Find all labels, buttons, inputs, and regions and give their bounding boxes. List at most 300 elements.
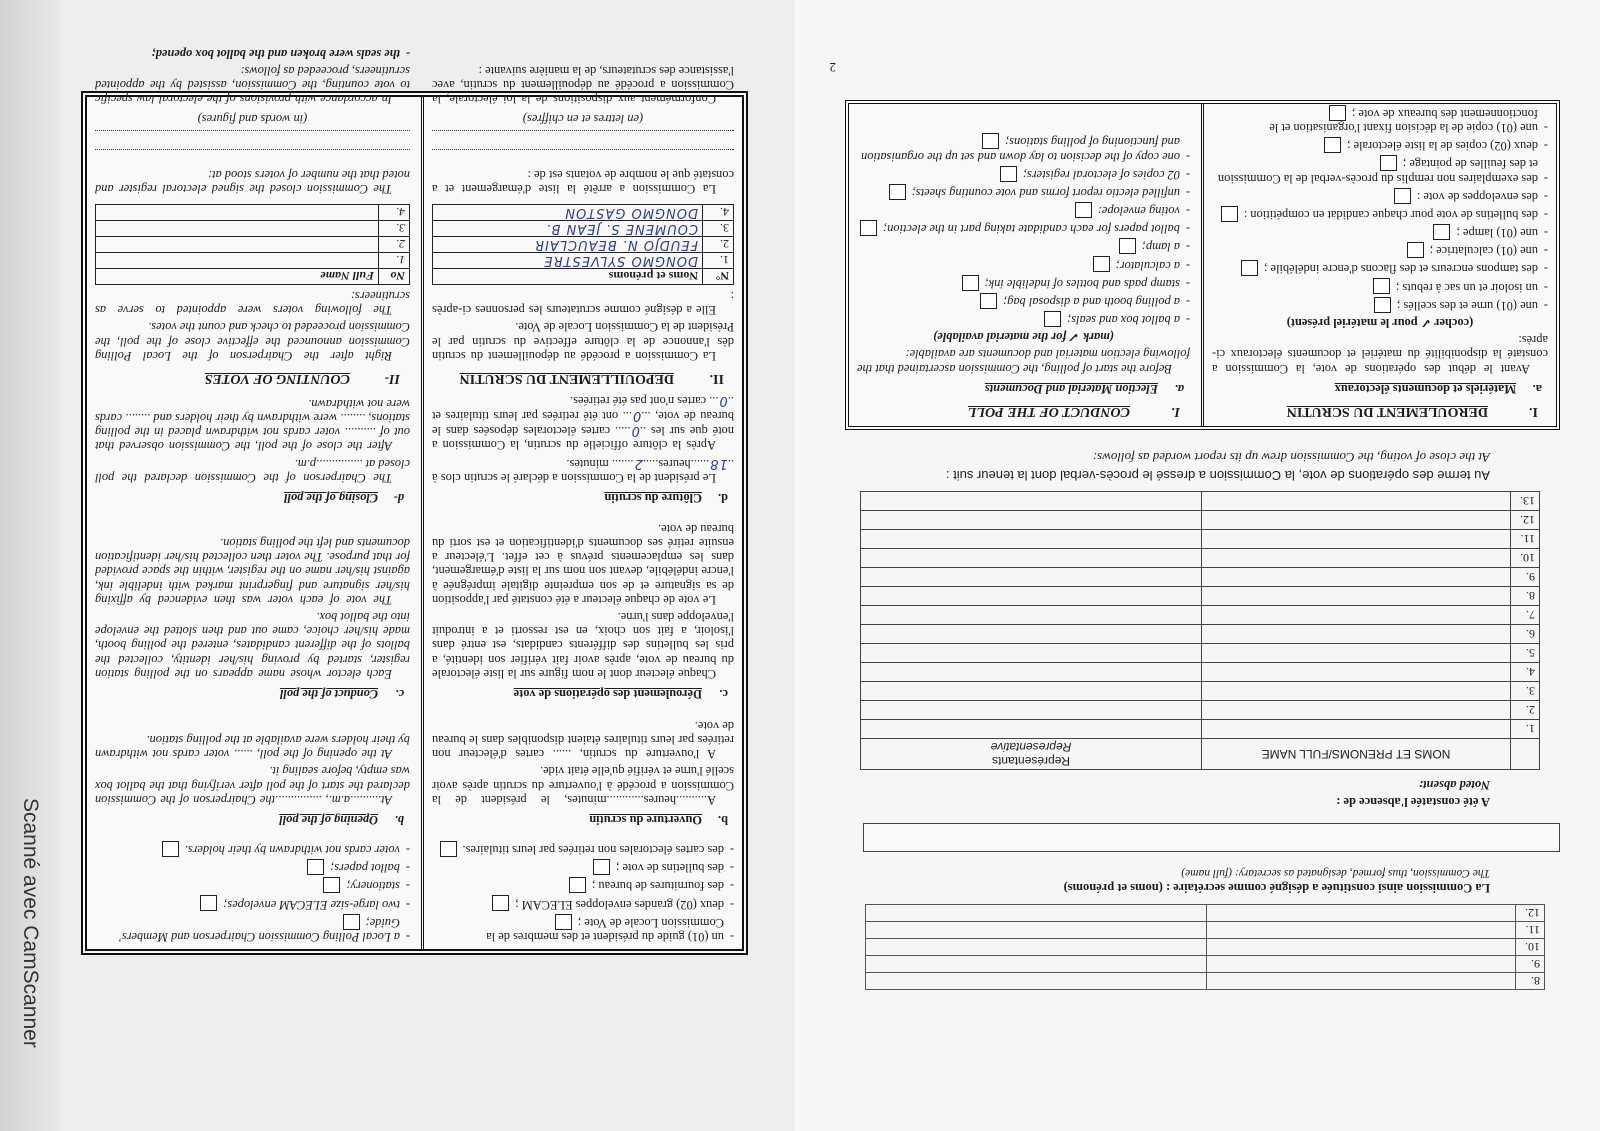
checklist-item — [95, 914, 410, 944]
paragraph: At the opening of the poll, ...... voter cards not withdrawn by their holders were available at the polling station. — [95, 732, 410, 762]
representative-cell — [866, 939, 1207, 956]
checklist-item — [1212, 137, 1548, 153]
checkbox — [962, 275, 979, 291]
table-row — [433, 204, 734, 220]
name-cell — [1202, 701, 1511, 720]
checklist-item-label: a ballot box and seals; — [1067, 312, 1180, 327]
col-number: No — [379, 268, 410, 284]
representative-cell — [861, 568, 1202, 587]
paragraph: After the close of the poll, the Commission observed that out of .......... voter cards not withdrawn placed in the polling stations, ........ were withdrawn by their holders and ........ cards were not withdrawn. — [95, 396, 410, 454]
checklist-item — [857, 238, 1190, 254]
secretary-label-fr: La Commission ainsi constituée a désigné comme secrétaire : (noms et prénoms) — [1063, 881, 1490, 895]
name-cell — [1202, 644, 1511, 663]
checklist-item — [95, 877, 410, 893]
section-closing — [432, 390, 734, 509]
report-intro-en: At the close of voting, the Commission drew up its report worded as follows: — [1092, 450, 1490, 465]
secretary-table — [865, 904, 1545, 990]
checkbox — [569, 877, 586, 893]
subsection-heading — [432, 687, 734, 701]
subsection-heading-title: Matériels et documents électoraux — [1334, 381, 1516, 396]
checkbox — [1241, 260, 1258, 276]
paragraph: The Chairperson of the Commission declared the poll closed at ...............p.m. — [95, 456, 410, 485]
name-cell — [1202, 606, 1511, 625]
section-counting — [95, 44, 410, 391]
checklist-item-label: des bulletins de vote pour chaque candidat en compétition : — [1243, 208, 1538, 222]
checkbox — [1433, 224, 1450, 240]
subsection-heading-title: Opening of the poll — [279, 813, 378, 827]
checklist-item-label: two large-size ELECAM envelopes; — [223, 897, 400, 912]
name-cell — [1202, 663, 1511, 682]
checklist-item — [857, 220, 1190, 236]
checkbox — [593, 859, 610, 875]
checkbox — [1373, 278, 1390, 294]
subsection-heading-title: Closing of the poll — [284, 491, 378, 505]
table-row — [866, 939, 1545, 956]
name-cell — [1207, 973, 1516, 990]
checkbox — [860, 220, 877, 236]
table-row — [866, 973, 1545, 990]
page-number: 2 — [829, 60, 836, 75]
checklist-item-label: des bulletins de vote ; — [615, 861, 724, 876]
checklist-item — [1212, 278, 1548, 294]
handwritten-name: DONGMO SYLVESTRE — [433, 252, 703, 268]
section-frame-right — [81, 46, 748, 955]
name-cell — [1202, 682, 1511, 701]
representative-cell — [861, 644, 1202, 663]
checklist-item-label: une (01) lampe ; — [1456, 226, 1538, 241]
handwritten-entry: 18 — [709, 455, 728, 471]
checklist-item — [857, 202, 1190, 218]
table-row — [433, 252, 734, 268]
checklist-item-label: une (01) copie de la décision fixant l'organisation et le fonctionnement des bureaux de vote ; — [1269, 106, 1538, 136]
col-number: N° — [703, 268, 734, 284]
col-representative-fr: Représentants — [991, 754, 1071, 768]
table-row — [861, 663, 1540, 682]
subsection-heading-title: Clôture du scrutin — [604, 491, 702, 505]
checklist-item — [1212, 206, 1548, 222]
paragraph: In accordance with provisions of the electoral law specific to vote counting, the Commission, assisted by the appointed scrutineers, proceeded as follows: — [95, 63, 410, 107]
row-number: 4. — [1511, 663, 1540, 682]
name-cell — [1207, 922, 1516, 939]
intro-paragraph: Before the start of polling, the Commission ascertained that the following election material and documents are available: — [857, 347, 1190, 376]
subsection-heading-number: c. — [395, 687, 404, 701]
subsection-heading — [95, 491, 410, 505]
table-row — [861, 530, 1540, 549]
column-english — [87, 46, 418, 949]
paragraph: Le vote de chaque électeur a été constaté par l'apposition de sa signature et de son empreinte digitale imprégnée à l'encre indélébile, devant son nom sur la liste d'émargement, dans les emplacements prévus à cet effet. L'électeur a ensuite retiré ses documents d'identification et est sorti du bureau de vote. — [432, 521, 734, 607]
section-heading — [1212, 404, 1548, 418]
representative-cell — [861, 530, 1202, 549]
checklist-item — [1212, 155, 1548, 185]
checklist-item — [432, 914, 734, 944]
row-number: 13. — [1511, 492, 1540, 511]
table-row — [96, 252, 410, 268]
row-number: 2. — [1511, 701, 1540, 720]
section-heading-number: I. — [1529, 404, 1538, 419]
row-number: 3. — [379, 220, 410, 236]
table-row — [861, 625, 1540, 644]
checklist-item — [95, 895, 410, 911]
representative-cell — [866, 922, 1207, 939]
subsection-heading-title: Election Material and Documents — [984, 381, 1158, 396]
row-number: 10. — [1511, 549, 1540, 568]
checklist-item — [432, 877, 734, 893]
secretary-label-en: The Commission, thus formed, designated as secretary: (full name) — [1181, 867, 1490, 879]
mark-instruction: (cocher ✓ pour le matériel présent) — [1286, 315, 1474, 330]
representative-cell — [861, 549, 1202, 568]
checklist-item-label: des fournitures de bureau ; — [591, 879, 724, 894]
representative-cell — [861, 492, 1202, 511]
paragraph: The following voters were appointed to serve as scrutineers: — [95, 288, 410, 318]
dotted-line — [432, 149, 734, 164]
dotted-line — [95, 130, 410, 145]
section-frame-left — [845, 100, 1560, 430]
checklist-item — [432, 841, 734, 857]
checkbox — [1075, 202, 1092, 218]
table-row — [866, 956, 1545, 973]
subsection-heading-number: a. — [1174, 381, 1184, 396]
checklist-item-label: one copy of the decision to lay down and set up the organisation and functioning of polling stations; — [861, 135, 1180, 164]
row-number: 12. — [1516, 905, 1545, 922]
handwritten-name: COUMENE S. JEAN B. — [433, 220, 703, 236]
checkbox — [1119, 238, 1136, 254]
row-number: 11. — [1516, 922, 1545, 939]
handwritten-name: DONGMO GASTON — [433, 204, 703, 220]
checklist-item-label: a lamp; — [1141, 240, 1180, 255]
printed-text: ... ont été retirées par leurs titulaires et .. — [432, 393, 734, 423]
material-list-continued — [432, 839, 734, 945]
paragraph: Elle a désigné comme scrutateurs les personnes ci-après : — [432, 288, 734, 318]
table-row — [861, 492, 1540, 511]
subsection-heading-number: b. — [394, 813, 404, 827]
checklist-item-label: deux (02) copies de la liste électorale ; — [1347, 139, 1538, 154]
representative-cell — [861, 511, 1202, 530]
checkbox — [1221, 206, 1238, 222]
checklist-item-label: a polling booth and a disposal bag; — [1003, 294, 1180, 309]
representative-cell — [861, 625, 1202, 644]
report-intro-fr: Au terme des opérations de vote, la Commission a dressé le procès-verbal dont la teneur suit : — [945, 468, 1490, 483]
name-cell — [1202, 568, 1511, 587]
checklist-item-label: ballot papers; — [330, 861, 400, 876]
paragraph: A..........heures............minutes, le président de la Commission a procédé à l'ouverture du scrutin après avoir scellé l'urne et vérifié qu'elle était vide. — [432, 764, 734, 807]
printed-text: ....... minutes. — [566, 456, 634, 471]
printed-text: ... cartes n'ont pas été retirées. — [570, 393, 719, 408]
checkbox — [492, 895, 509, 911]
paragraph: Each elector whose name appears on the polling station register, started by proving his/her identity, collected the ballots of the different candidates, entered the polling booth, made his/her choice, came out and then slotted the envelope into the ballot box. — [95, 609, 410, 681]
section-heading-number: II- — [384, 371, 400, 386]
printed-text: ......heures..... — [642, 456, 710, 471]
col-representative-en: Representative — [990, 740, 1072, 754]
row-number: 7. — [1511, 606, 1540, 625]
checklist-item — [95, 859, 410, 875]
name-cell — [1202, 720, 1511, 739]
checklist-item-label: a calculator; — [1115, 258, 1180, 273]
secretary-name-box — [863, 823, 1560, 852]
column-french — [1204, 104, 1556, 426]
subsection-heading — [95, 687, 410, 701]
paragraph: Conformément aux dispositions de la loi électorale, la Commission a procédé au dépouillement du scrutin, avec l'assistance des scrutateurs, de la manière suivante : — [432, 63, 734, 107]
row-number: 6. — [1511, 625, 1540, 644]
checkbox — [1093, 256, 1110, 272]
paragraph: La Commission a procédé au dépouillement du scrutin dès l'annonce de la clôture effective du scrutin par le Président de la Commission Locale de Vote. — [432, 320, 734, 363]
caption-text: (en lettres et en chiffres) — [522, 112, 644, 127]
dotted-line — [432, 130, 734, 145]
material-list-continued — [95, 839, 410, 945]
subsection-heading-number: c. — [719, 687, 728, 701]
col-name: Full Name — [96, 268, 379, 284]
name-cell — [1207, 956, 1516, 973]
paragraph: At..........a.m., ...............the Chairperson of the Commission declared the start of the poll after verifying that the ballot box was empty, before sealing it. — [95, 764, 410, 807]
checklist-item — [1212, 242, 1548, 258]
checklist-item — [857, 275, 1190, 291]
handwritten-entry: 2 — [633, 455, 643, 471]
checklist-item-label: unfilled electio report forms and vote counting sheets; — [911, 185, 1180, 200]
table-header-row — [433, 268, 734, 284]
section-heading-title: DEPOUILLEMENT DU SCRUTIN — [459, 371, 674, 386]
checkbox — [1374, 297, 1391, 313]
table-header-row — [96, 268, 410, 284]
col-name: Noms et prénoms — [433, 268, 703, 284]
section-heading-title: DEROULEMENT DU SCRUTIN — [1286, 404, 1488, 419]
checklist-item-label: stamp pads and bottles of indelible ink; — [984, 276, 1180, 291]
checklist-item-label: des cartes électorales non retirées par leurs titulaires. — [462, 843, 724, 858]
row-number: 2. — [703, 236, 734, 252]
row-number: 5. — [1511, 644, 1540, 663]
subsection-heading-number: d. — [718, 491, 728, 505]
column-divider — [1197, 104, 1204, 426]
checkbox — [1044, 311, 1061, 327]
checklist-item — [857, 256, 1190, 272]
section-heading-number: I. — [1171, 404, 1180, 419]
checklist-item-label: stationery; — [346, 879, 400, 894]
checkbox — [1394, 188, 1411, 204]
dotted-line — [95, 149, 410, 164]
section-heading — [857, 404, 1190, 418]
checklist-item-label: 02 copies of electoral registers; — [1022, 167, 1180, 182]
checkbox — [162, 841, 179, 857]
checklist-item — [857, 133, 1190, 163]
table-row — [861, 511, 1540, 530]
table-row — [433, 236, 734, 252]
printed-text: Après la clôture officielle du scrutin, la Commission a noté que sur les .. — [432, 424, 734, 453]
secretary-table-wrap — [865, 900, 1545, 990]
checklist-item-label: des tampons encreurs et des flacons d'encre indélébile ; — [1263, 262, 1538, 277]
name-cell — [96, 204, 379, 220]
checklist-item — [857, 184, 1190, 200]
checkbox — [1329, 105, 1346, 121]
subsection-heading-title: Déroulement des opérations de vote — [513, 687, 702, 701]
handwritten-entry: 0 — [718, 392, 728, 408]
subsection-heading — [1212, 382, 1548, 396]
checklist-item-label: voting envelope: — [1097, 204, 1180, 219]
subsection-heading-number: a. — [1532, 381, 1542, 396]
caption-text: (in words and figures) — [197, 112, 308, 127]
subsection-heading — [432, 813, 734, 827]
subsection-heading-number: d- — [393, 491, 404, 505]
representative-cell — [861, 682, 1202, 701]
mark-instruction: (mark ✓ for the material available) — [933, 330, 1114, 345]
checklist-item — [857, 311, 1190, 327]
representative-cell — [861, 587, 1202, 606]
representative-cell — [866, 973, 1207, 990]
column-english — [849, 104, 1198, 426]
section-closing — [95, 394, 410, 509]
name-cell — [1202, 530, 1511, 549]
checklist-item — [857, 166, 1190, 182]
row-number: 9. — [1516, 956, 1545, 973]
checklist-item-label: voter cards not withdrawn by their holders. — [184, 843, 400, 858]
checklist-item-label: des enveloppes de vote : — [1416, 189, 1538, 204]
representative-cell — [866, 905, 1207, 922]
section-heading-title: COUNTING OF VOTES — [204, 371, 350, 386]
representative-cell — [861, 663, 1202, 682]
section-heading — [432, 371, 734, 385]
checklist-item-label: ballot papers for each candidate taking part in the election; — [883, 222, 1180, 237]
representatives-table — [860, 491, 1540, 770]
voter-cards-paragraph — [432, 393, 734, 453]
table-row — [96, 220, 410, 236]
subsection-heading-title: Ouverture du scrutin — [589, 813, 702, 827]
checkbox — [343, 914, 360, 930]
checkbox — [889, 184, 906, 200]
checkbox — [307, 859, 324, 875]
representative-cell — [861, 701, 1202, 720]
checklist-item-label: un (01) guide du président et des membres de la Commission Locale de Vote ; — [486, 915, 724, 944]
checklist-item — [432, 895, 734, 911]
checkbox — [1324, 137, 1341, 153]
scrutineers-table — [432, 204, 734, 285]
checklist-item — [1212, 105, 1548, 135]
name-cell — [1202, 625, 1511, 644]
table-row — [861, 606, 1540, 625]
checklist-item-label: a Local Polling Commission Chairperson and Members' Guide; — [119, 915, 400, 944]
paragraph: La Commission a arrêté la liste d'émargement et a constaté que le nombre de votants est de : — [432, 167, 734, 196]
checklist-item-label: une (01) calculatrice ; — [1429, 244, 1538, 259]
checklist-item-label: une (01) urne et des scellés ; — [1396, 298, 1538, 313]
checklist-item — [1212, 297, 1548, 313]
table-row — [861, 720, 1540, 739]
checkbox — [1407, 242, 1424, 258]
section-material — [857, 131, 1190, 424]
subsection-heading-number: b. — [718, 813, 728, 827]
row-number: 1. — [703, 252, 734, 268]
row-number: 2. — [379, 236, 410, 252]
paragraph: Chaque électeur dont le nom figure sur la liste électorale du bureau de vote, après avoir fait vérifier son identité, a pris les bulletins des différents candidats, est entré dans l'isoloir, a fait son choix, en est ressorti et a introduit l'enveloppe dans l'urne. — [432, 609, 734, 681]
intro-paragraph: Avant le début des opérations de vote, la Commission a constaté la disponibilité du matériel et documents électoraux ci-après: — [1212, 333, 1548, 376]
name-cell — [1202, 492, 1511, 511]
col-number — [1511, 739, 1540, 770]
checkbox — [440, 841, 457, 857]
checklist-item — [432, 859, 734, 875]
table-row — [861, 549, 1540, 568]
handwritten-entry: 0 — [631, 407, 642, 423]
name-cell — [1207, 905, 1516, 922]
representative-cell — [861, 720, 1202, 739]
table-row — [861, 682, 1540, 701]
name-cell — [96, 220, 379, 236]
section-conduct — [432, 519, 734, 705]
table-row — [433, 220, 734, 236]
paragraph: A l'ouverture du scrutin, ...... cartes d'électeur non retirées par leurs titulaires étaient disponibles dans le bureau de vote. — [432, 718, 734, 762]
table-row — [861, 587, 1540, 606]
checklist-item — [857, 293, 1190, 309]
absent-label-en: Noted absent: — [1418, 778, 1490, 792]
row-number: 1. — [379, 252, 410, 268]
table-row — [96, 204, 410, 220]
camscanner-watermark: Scanné avec CamScanner — [19, 798, 42, 1048]
section-counting — [432, 61, 734, 391]
scrutineers-table — [95, 204, 410, 285]
checkbox — [555, 914, 572, 930]
subsection-heading-title: Conduct of the poll — [279, 687, 378, 701]
table-row — [861, 644, 1540, 663]
section-opening — [432, 716, 734, 831]
handwritten-entry: 0 — [630, 423, 640, 439]
subsection-heading — [432, 491, 734, 505]
col-representative — [861, 739, 1202, 770]
representative-cell — [866, 956, 1207, 973]
name-cell — [1202, 511, 1511, 530]
row-number: 11. — [1511, 530, 1540, 549]
checklist-item — [1212, 224, 1548, 240]
subsection-heading — [857, 382, 1190, 396]
printed-text: ..... cartes électorales déposées dans le bureau de vote, ... — [431, 408, 734, 439]
closing-time-paragraph — [432, 455, 734, 484]
representatives-table-wrap — [860, 491, 1540, 770]
row-number: 10. — [1516, 939, 1545, 956]
checklist-item-label: deux (02) grandes enveloppes ELECAM ; — [515, 897, 724, 912]
row-number: 3. — [1511, 682, 1540, 701]
paragraph: Right after the Chairperson of the Local Polling Commission announced the effective close of the poll, the Commission proceeded to check and count the votes. — [95, 320, 410, 363]
table-row — [866, 922, 1545, 939]
section-material — [1212, 103, 1548, 424]
representative-cell — [861, 606, 1202, 625]
table-row — [861, 568, 1540, 587]
printed-text: Le président de la Commission a déclaré le scrutin clos à .. — [432, 456, 734, 485]
checkbox — [1000, 166, 1017, 182]
name-cell — [1202, 549, 1511, 568]
section-opening — [95, 730, 410, 831]
row-number: 4. — [703, 204, 734, 220]
checkbox — [323, 877, 340, 893]
section-heading-number: II. — [709, 371, 724, 386]
name-cell — [1202, 587, 1511, 606]
handwritten-name: FEUDJO N. BEAUCLAIR — [433, 236, 703, 252]
checklist-item — [1212, 260, 1548, 276]
paragraph: The Commission closed the signed electoral register and noted that the number of voters stood at: — [95, 167, 410, 196]
subsection-heading — [95, 813, 410, 827]
section-heading — [95, 371, 410, 385]
row-number: 8. — [1516, 973, 1545, 990]
absent-label-fr: A été constatée l'absence de : — [1336, 795, 1490, 809]
row-number: 9. — [1511, 568, 1540, 587]
name-cell — [1207, 939, 1516, 956]
checklist-item — [1212, 188, 1548, 204]
checkbox — [1380, 155, 1397, 171]
row-number: 12. — [1511, 511, 1540, 530]
checkbox — [982, 133, 999, 149]
column-french — [424, 63, 742, 949]
checkbox — [980, 293, 997, 309]
name-cell — [96, 252, 379, 268]
table-row — [861, 701, 1540, 720]
checklist-item-label: des exemplaires non remplis du procès-verbal de la Commission et des feuilles de pointage ; — [1217, 157, 1538, 186]
col-full-name: NOMS ET PRENOMS/FULL NAME — [1202, 739, 1511, 770]
paragraph: The vote of each voter was then evidenced by affixing his/her signature and fingerprint marked with indelible ink, against his/her name on the register, within the space provided for that purpose. The voter then collected his/her identification documents and left the polling station. — [95, 535, 410, 607]
checkbox — [200, 895, 217, 911]
column-divider — [417, 97, 424, 949]
row-number: 3. — [703, 220, 734, 236]
